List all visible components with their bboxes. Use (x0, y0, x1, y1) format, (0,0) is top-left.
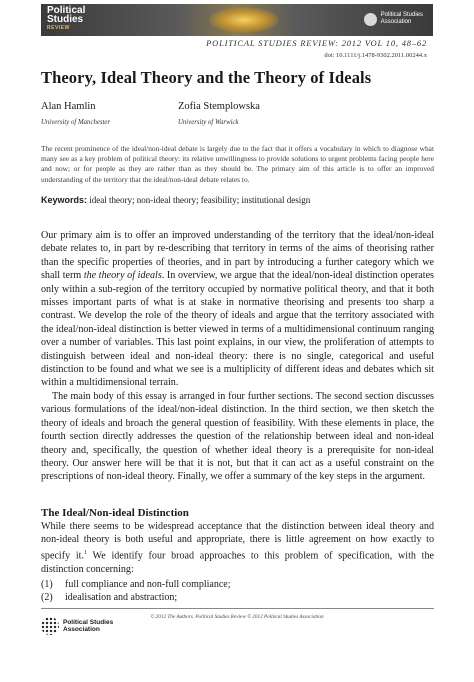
emphasized-term: the theory of ideals (83, 270, 162, 282)
banner-glow-graphic (209, 7, 279, 33)
section-heading: The Ideal/Non-ideal Distinction (41, 507, 189, 519)
journal-logo-line2: Studies (47, 14, 84, 25)
author-affiliation: University of Manchester (41, 119, 111, 126)
copyright-notice: © 2012 The Authors. Political Studies Review © 2012 Political Studies Association (150, 614, 324, 620)
association-line2: Association (380, 19, 412, 25)
article-title: Theory, Ideal Theory and the Theory of Ideals (41, 68, 372, 87)
association-line1: Political Studies (380, 12, 423, 18)
journal-logo-line3: REVIEW (47, 25, 70, 31)
association-logo (364, 12, 423, 26)
footer-psa-line2: Association (63, 626, 100, 633)
author-name: Zofia Stemplowska (178, 101, 260, 112)
abstract: The recent prominence of the ideal/non-ideal debate is largely due to the fact that it offers a vocabulary in which to diagnose what many see as a key problem of political theory: its relative unwillingness to provide solutions to urgent problems facing people here and now; or for people as they are rather than as they should be. The primary aim of this article is to offer an improved understanding of the territory that the ideal/non-ideal debate relates to. (41, 144, 434, 184)
author-affiliation: University of Warwick (178, 119, 239, 126)
footer-psa-line1: Political Studies (63, 619, 114, 626)
journal-banner (41, 4, 433, 36)
list-item: (1) full compliance and non-full compliance; (41, 579, 231, 590)
body-paragraph: Our primary aim is to offer an improved understanding of the territory that the ideal/non-ideal debate relates to, in part by re-describing that territory in terms of the aims of theorising rather than the specific properties of theories, and in part by introducing a further category which we shall term the theory of ideals. In overview, we argue that the ideal/non-ideal distinction operates only within a sub-region of the territory occupied by normative political theory, and that it both misses important parts of what is at stake in normative theorising and presents too sharp a contrast. We develop the role of the theory of ideals and argue that the territory associated with the ideal/non-ideal distinction is better viewed in terms of a multidimensional continuum ranging over a number of variables. This last point explains, in our view, the proliferation of attempts to distinguish between ideal and non-ideal theory: there is no single, categorical and useful distinction to be found and what we see is a multiplicity of different ideas and debates which sit within a multidimensional terrain. (41, 230, 434, 389)
author-name: Alan Hamlin (41, 101, 96, 112)
approach-list (41, 578, 231, 604)
doi-link[interactable]: doi: 10.1111/j.1478-9302.2011.00244.x (324, 52, 427, 59)
keywords-label: Keywords: (41, 195, 88, 205)
footer-divider (41, 608, 434, 609)
body-paragraph: The main body of this essay is arranged in four further sections. The second section discusses various formulations of the ideal/non-ideal distinction. In the third section, we then sketch the theory of ideals and broach the general question of feasibility. With these elements in place, the fourth section directly addresses the question of the relationship between ideal and non-ideal theory and, specifically, the question of whether ideal theory is a prerequisite for non-ideal theory. Our answer here will be that it is not, but that it can act as a useful constraint on the prescriptions of non-ideal theory. Finally, we offer a summary of the key steps in the argument. (41, 391, 434, 483)
journal-logo (47, 6, 85, 33)
footnote-marker[interactable]: 1 (84, 549, 87, 556)
association-mark-icon (364, 13, 377, 26)
footer-association-logo (41, 617, 113, 635)
body-paragraph: While there seems to be widespread acceptance that the distinction between ideal theory and non-ideal theory is both useful and appropriate, there is little agreement on how exactly to specify it.$^1$ We identify four broad approaches to this problem of specification, with the distinction concerning: (41, 521, 434, 575)
journal-citation: POLITICAL STUDIES REVIEW: 2012 VOL 10, 48–62 (206, 38, 427, 48)
association-dots-icon (41, 617, 59, 635)
keywords-list: ideal theory; non-ideal theory; feasibility; institutional design (89, 195, 311, 205)
list-item: (2) idealisation and abstraction; (41, 592, 178, 603)
journal-logo-line1: Political (47, 5, 86, 16)
keywords (41, 195, 310, 205)
